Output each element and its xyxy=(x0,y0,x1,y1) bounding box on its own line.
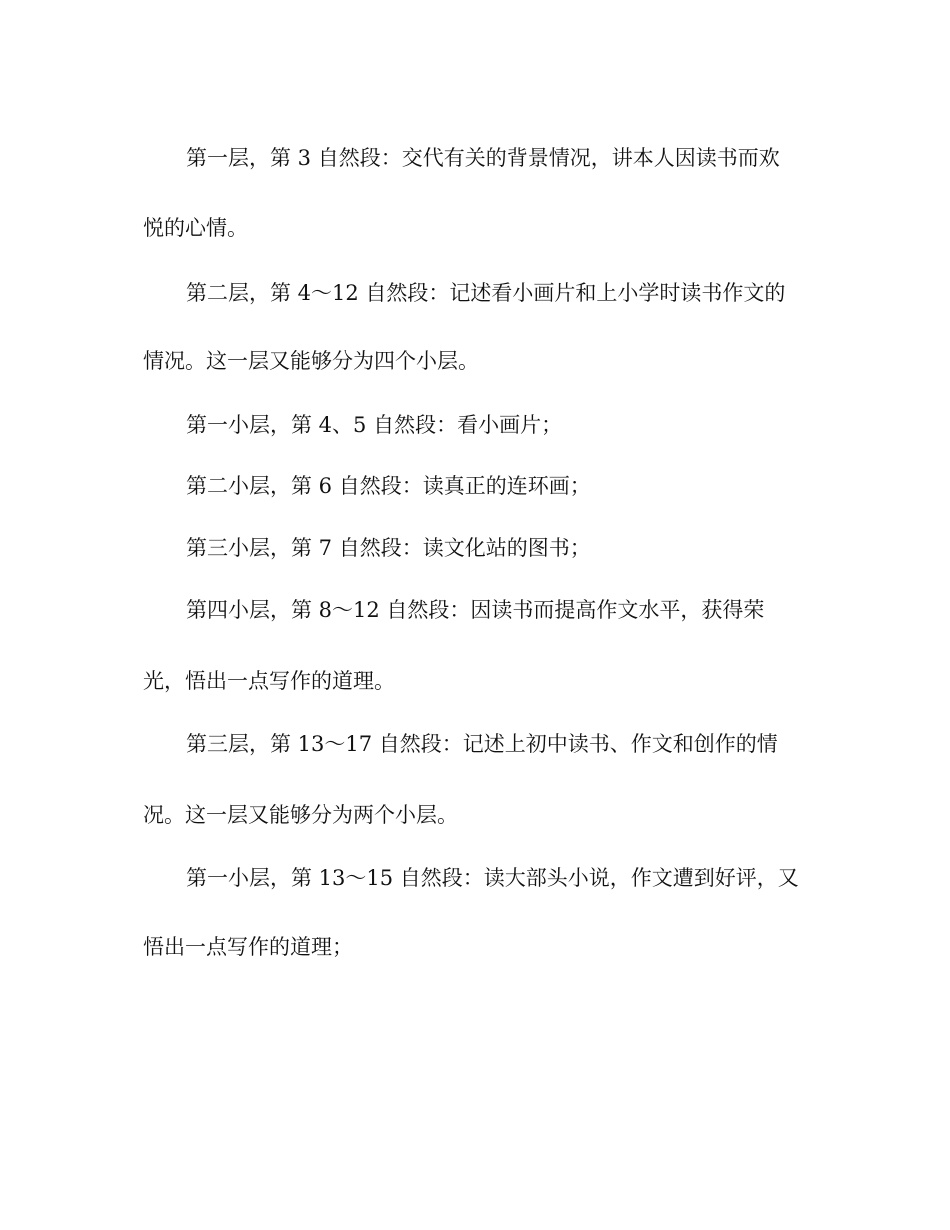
text-line: 悦的心情。 xyxy=(143,216,248,240)
text-line: 情况。这一层又能够分为四个小层。 xyxy=(143,349,479,373)
text-line: 光，悟出一点写作的道理。 xyxy=(143,669,395,693)
text-line: 第一小层，第 13～15 自然段：读大部头小说，作文遭到好评，又 xyxy=(186,866,799,890)
text-line: 第一小层，第 4、5 自然段：看小画片； xyxy=(186,413,563,437)
text-line: 第三层，第 13～17 自然段：记述上初中读书、作文和创作的情 xyxy=(186,732,778,756)
text-line: 悟出一点写作的道理； xyxy=(143,935,353,959)
text-line: 第三小层，第 7 自然段：读文化站的图书； xyxy=(186,536,591,560)
text-line: 况。这一层又能够分为两个小层。 xyxy=(143,803,458,827)
text-line: 第二层，第 4～12 自然段：记述看小画片和上小学时读书作文的 xyxy=(186,281,786,305)
text-line: 第四小层，第 8～12 自然段：因读书而提高作文水平，获得荣 xyxy=(186,598,765,622)
text-line: 第二小层，第 6 自然段：读真正的连环画； xyxy=(186,474,591,498)
text-line: 第一层，第 3 自然段：交代有关的背景情况，讲本人因读书而欢 xyxy=(186,146,780,170)
